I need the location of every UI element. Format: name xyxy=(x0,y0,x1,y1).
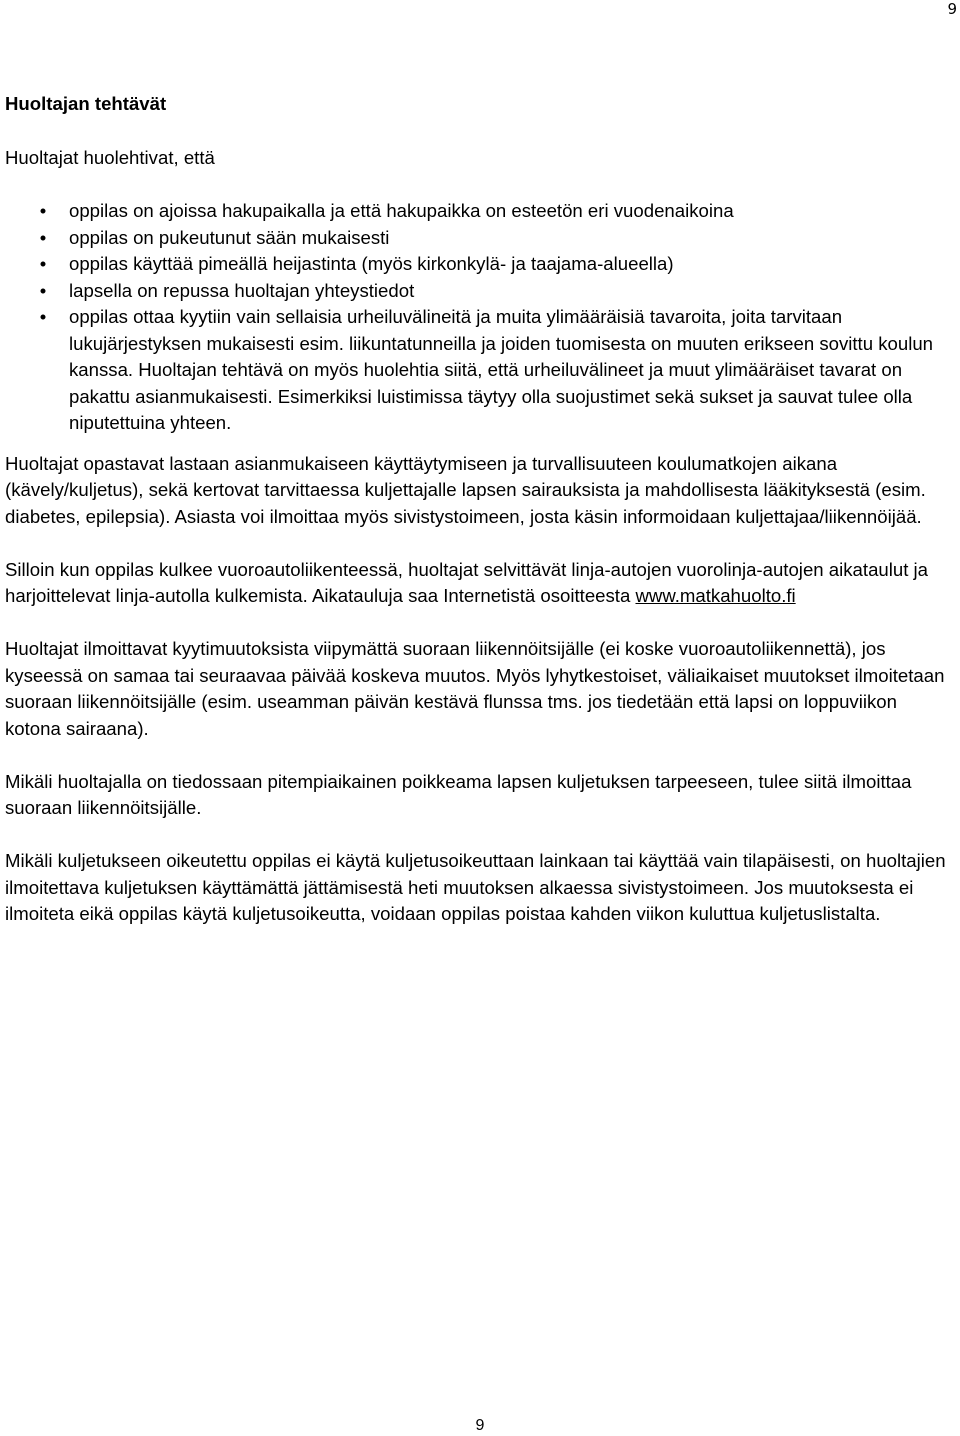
list-item-text: oppilas on pukeutunut sään mukaisesti xyxy=(69,226,390,248)
list-item-text: oppilas on ajoissa hakupaikalla ja että hakupaikka on esteetön eri vuodenaikoina xyxy=(69,200,734,221)
paragraph-text: Silloin kun oppilas kulkee vuoroautoliikenteessä, huoltajat selvittävät linja-autojen vuorolinja-autojen aikataulut ja harjoittelevat linja-autolla kulkemista. Aikatauluja saa Internetistä osoitteesta xyxy=(5,558,929,606)
paragraph-unused-transport: Mikäli kuljetukseen oikeutettu oppilas ei käytä kuljetusoikeuttaan lainkaan tai käyttää vain tilapäisesti, on huoltajien ilmoitettava kuljetuksen käyttämättä jättämisestä heti muutoksen alkaessa sivistystoimeen. Jos muutoksesta ei ilmoiteta eikä oppilas käytä kuljetusoikeutta, voidaan oppilas poistaa kahden viikon kuluttua kuljetuslistalta. xyxy=(5,850,946,924)
list-item-text: oppilas käyttää pimeällä heijastinta (myös kirkonkylä- ja taajama-alueella) xyxy=(69,253,674,274)
paragraph-guidance: Huoltajat opastavat lastaan asianmukaiseen käyttäytymiseen ja turvallisuuteen koulumatkojen aikana (kävely/kuljetus), sekä kertovat tarvittaessa kuljettajalle lapsen sairauksista ja mahdollisesta lääkityksestä (esim. diabetes, epilepsia). Asiasta voi ilmoittaa myös sivistystoimeen, josta käsin informoidaan kuljettajaa/liikennöijää. xyxy=(5,452,926,527)
paragraph-ride-changes: Huoltajat ilmoittavat kyytimuutoksista viipymättä suoraan liikennöitsijälle (ei koske vuoroautoliikennettä), jos kyseessä on samaa tai seuraavaa päivää koskeva muutos. Myös lyhytkestoiset, väliaikaiset muutokset ilmoitetaan suoraan liikennöitsijälle (esim. useamman päivän kestävä flunssa tms. jos tiedetään että lapsi on loppuviikon kotona sairaana). xyxy=(5,638,945,739)
bullet-icon: • xyxy=(39,279,47,301)
paragraph-bus-schedules xyxy=(5,557,955,610)
duties-list xyxy=(5,198,955,437)
page-number-bottom: 9 xyxy=(475,1417,485,1434)
list-item xyxy=(5,278,955,305)
bullet-icon: • xyxy=(39,226,47,248)
list-item xyxy=(5,304,955,437)
intro-text: Huoltajat huolehtivat, että xyxy=(5,146,215,168)
bullet-icon: • xyxy=(39,306,47,327)
paragraph-long-term-changes: Mikäli huoltajalla on tiedossaan pitempiaikainen poikkeama lapsen kuljetuksen tarpeeseen, tulee siitä ilmoittaa suoraan liikennöitsijälle. xyxy=(5,770,912,818)
section-heading: Huoltajan tehtävät xyxy=(5,93,167,114)
list-item xyxy=(5,198,955,225)
list-item-text: oppilas ottaa kyytiin vain sellaisia urheiluvälineitä ja muita ylimääräisiä tavaroita, joita tarvitaan lukujärjestyksen mukaisesti esim. liikuntatunneilla ja joiden tuomisesta on muuten erikseen sovittu koulun kanssa. Huoltajan tehtävä on myös huolehtia siitä, että urheiluvälineet ja muut ylimääräiset tavarat on pakattu asianmukaisesti. Esimerkiksi luistimissa täytyy olla suojustimet sekä sukset ja sauvat tulee olla niputettuina yhteen. xyxy=(69,306,934,433)
bullet-icon: • xyxy=(39,200,47,221)
matkahuolto-link[interactable]: www.matkahuolto.fi xyxy=(635,585,796,606)
bullet-icon: • xyxy=(39,253,47,274)
document-body xyxy=(5,91,955,928)
page-number-top: 9 xyxy=(947,0,957,18)
list-item xyxy=(5,251,955,278)
list-item-text: lapsella on repussa huoltajan yhteystiedot xyxy=(69,279,415,301)
list-item xyxy=(5,225,955,252)
